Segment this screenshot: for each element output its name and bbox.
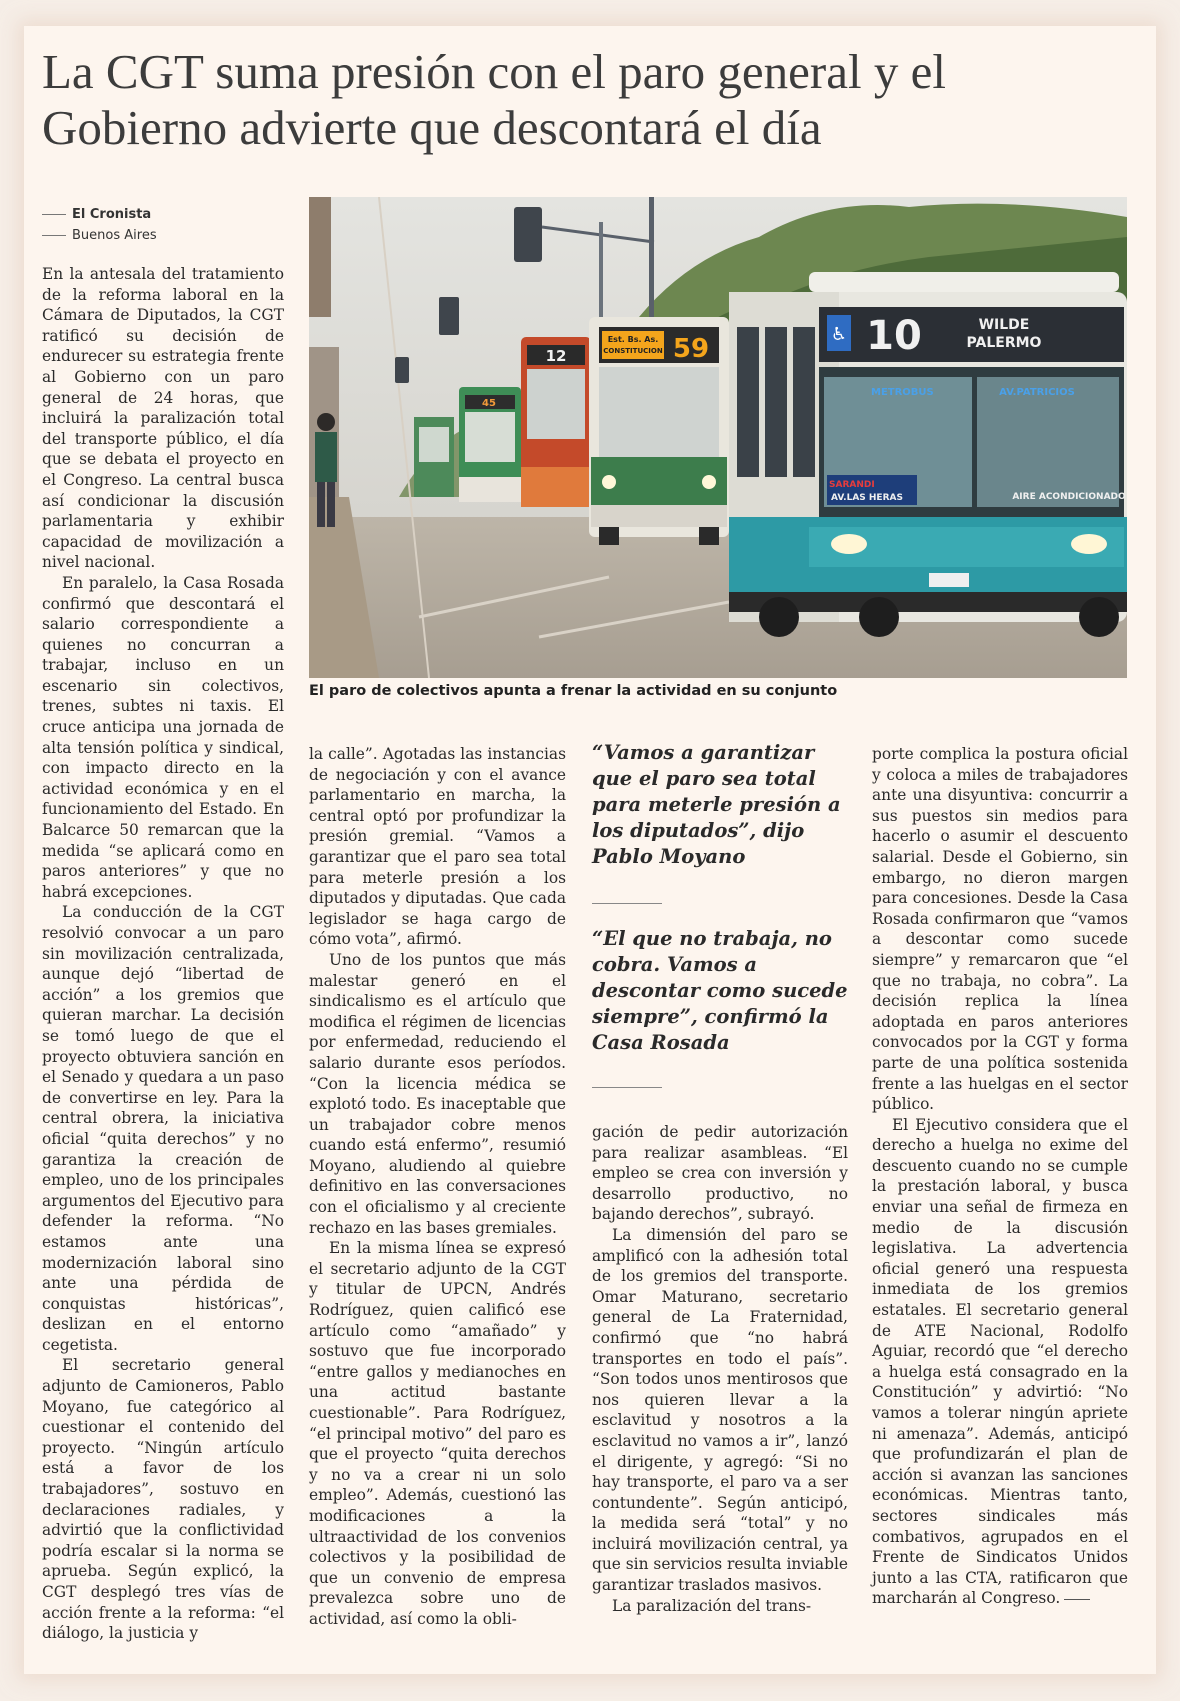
svg-text:AIRE ACONDICIONADO: AIRE ACONDICIONADO [1012, 492, 1126, 502]
svg-text:WILDE: WILDE [978, 317, 1030, 333]
headline: La CGT suma presión con el paro general y el Gobierno advierte que descontará el día [42, 44, 946, 155]
pull-quote-moyano: “Vamos a garantizar que el paro sea total para meterle presión a los diputados”, dijo Pablo Moyano [592, 741, 841, 868]
byline [42, 204, 302, 246]
svg-text:♿: ♿ [830, 324, 848, 345]
article-column-2 [309, 744, 566, 1630]
paragraph: La paralización del trans- [612, 1596, 812, 1615]
byline-source: El Cronista [72, 207, 152, 222]
paragraph: Uno de los puntos que más malestar generó en el sindicalismo es el artículo que modifica el régimen de licencias por enfermedad, reduciendo el salario durante esos períodos. “Con la licencia médica se explotó todo. Es inaceptable que un trabajador cobre menos cuando está enfermo”, resumió Moyano, aludiendo al quiebre definitivo en las conversaciones con el oficialismo y al creciente rechazo en las bases gremiales. [309, 950, 566, 1237]
bus-front-number: 10 [866, 313, 922, 359]
bus-2-number: 59 [672, 334, 710, 364]
svg-text:CONSTITUCION: CONSTITUCION [603, 347, 663, 355]
bus-4-number: 45 [482, 398, 496, 409]
paragraph [872, 1115, 1128, 1609]
photo-caption: El paro de colectivos apunta a frenar la actividad en su conjunto [309, 683, 838, 699]
quote-divider [592, 1087, 662, 1088]
end-mark [1064, 1599, 1090, 1600]
paragraph: la calle”. Agotadas las instancias de negociación y con el avance parlamentario en marcha, la central optó por profundizar la presión gremial. “Vamos a garantizar que el paro sea total para meterle presión a los diputados y diputadas. Que cada legislador se haga cargo de cómo vota”, afirmó. [309, 745, 566, 949]
svg-text:AV.LAS HERAS: AV.LAS HERAS [831, 493, 903, 503]
svg-text:Est. Bs. As.: Est. Bs. As. [607, 335, 659, 344]
svg-text:METROBUS: METROBUS [871, 387, 934, 398]
paragraph: En paralelo, la Casa Rosada confirmó que descontará el salario correspondiente a quienes no concurran a trabajar, incluso en un escenario sin colectivos, trenes, subtes ni taxis. El cruce anticipa una jornada de alta tensión política y sindical, con impacto directo en la actividad económica y en el funcionamiento del Estado. En Balcarce 50 remarcan que la medida “se aplicará como en paros anteriores” y que no habrá excepciones. [42, 573, 284, 901]
svg-text:AV.PATRICIOS: AV.PATRICIOS [999, 387, 1075, 398]
paragraph: gación de pedir autorización para realizar asambleas. “El empleo se crea con inversión y desarrollo productivo, no bajando derechos”, subrayó. [592, 1123, 848, 1224]
byline-location: Buenos Aires [72, 228, 157, 243]
svg-text:SARANDI: SARANDI [829, 480, 875, 490]
pull-quote-casa-rosada: “El que no trabaja, no cobra. Vamos a descontar como sucede siempre”, confirmó la Casa Rosada [592, 927, 848, 1054]
article-column-1 [42, 264, 284, 1644]
paragraph: La dimensión del paro se amplificó con la adhesión total de los gremios del transporte. Omar Maturano, secretario general de La Fraternidad, confirmó que “no habrá transportes en todo el país”. “Son todos unos mentirosos que nos quieren llevar a la esclavitud y nosotros a la esclavitud no vamos a ir”, lanzó el dirigente, y agregó: “Si no hay transporte, el paro va a ser contundente”. Según anticipó, la medida será “total” y no incluirá movilización central, ya que sin servicios resulta inviable garantizar traslados masivos. [592, 1225, 848, 1595]
article-column-3 [592, 1122, 848, 1616]
paragraph: El secretario general adjunto de Camioneros, Pablo Moyano, fue categórico al cuestionar el contenido del proyecto. “Ningún artículo está a favor de los trabajadores”, sostuvo en declaraciones radiales, y advirtió que la conflictividad podría escalar si la norma se aprueba. Según explicó, la CGT desplegó tres vías de acción frente a la reforma: “el diálogo, la justicia y [42, 1356, 284, 1643]
paragraph: La conducción de la CGT resolvió convocar a un paro sin movilización centralizada, aunque dejó “libertad de acción” a los gremios que quieran marchar. La decisión se tomó luego de que el proyecto obtuviera sanción en el Senado y quedara a un paso de convertirse en ley. Para la central obrera, la iniciativa oficial “quita derechos” y no garantiza la creación de empleo, uno de los principales argumentos del Ejecutivo para defender la reforma. “No estamos ante una modernización laboral sino ante una pérdida de conquistas históricas”, deslizan en el entorno cegetista. [42, 903, 284, 1354]
paragraph: En la antesala del tratamiento de la reforma laboral en la Cámara de Diputados, la CGT ratificó su decisión de endurecer su estrategia frente al Gobierno con un paro general de 24 horas, que incluirá la paralización total del transporte público, el día que se debata el proyecto en el Congreso. La central busca así condicionar la discusión parlamentaria y exhibir capacidad de movilización a nivel nacional. [42, 265, 284, 572]
quote-divider [592, 903, 662, 904]
bus-3-number: 12 [545, 347, 567, 365]
paragraph-text: El Ejecutivo considera que el derecho a huelga no exime del descuento cuando no se cumple la prestación laboral, y busca enviar una señal de firmeza en medio de la discusión legislativa. La advertencia oficial generó una respuesta inmediata de los gremios estatales. El secretario general de ATE Nacional, Rodolfo Aguiar, recordó que “el derecho a huelga está consagrado en la Constitución” y advirtió: “No vamos a tolerar ningún apriete ni amenaza”. Además, anticipó que profundizarán el plan de acción si avanzan las sanciones económicas. Mientras tanto, sectores sindicales más combativos, agrupados en el Frente de Sindicatos Unidos junto a las CTA, ratificaron que marcharán al Congreso. [872, 1115, 1128, 1608]
news-photo-buses [309, 197, 1127, 678]
article-column-4 [872, 744, 1128, 1609]
svg-text:PALERMO: PALERMO [966, 335, 1042, 351]
paragraph: porte complica la postura oficial y coloca a miles de trabajadores ante una disyuntiva: concurrir a sus puestos sin medios para hacerlo o asumir el descuento salarial. Desde el Gobierno, sin embargo, no dieron margen para concesiones. Desde la Casa Rosada confirmaron que “vamos a descontar como sucede siempre” y remarcaron que “el que no trabaja, no cobra”. La decisión replica la línea adoptada en paros anteriores convocados por la CGT y forma parte de una política sostenida frente a las huelgas en el sector público. [872, 745, 1128, 1114]
paragraph: En la misma línea se expresó el secretario adjunto de la CGT y titular de UPCN, Andrés Rodríguez, quien calificó ese artículo como “amañado” y sostuvo que fue incorporado “entre gallos y medianoches en una actitud bastante cuestionable”. Para Rodríguez, “el principal motivo” del paro es que el proyecto “quita derechos y no va a crear ni un solo empleo”. Además, cuestionó las modificaciones a la ultraactividad de los convenios colectivos y la posibilidad de que un convenio de empresa prevalezca sobre uno de actividad, así como la obli- [309, 1239, 566, 1628]
